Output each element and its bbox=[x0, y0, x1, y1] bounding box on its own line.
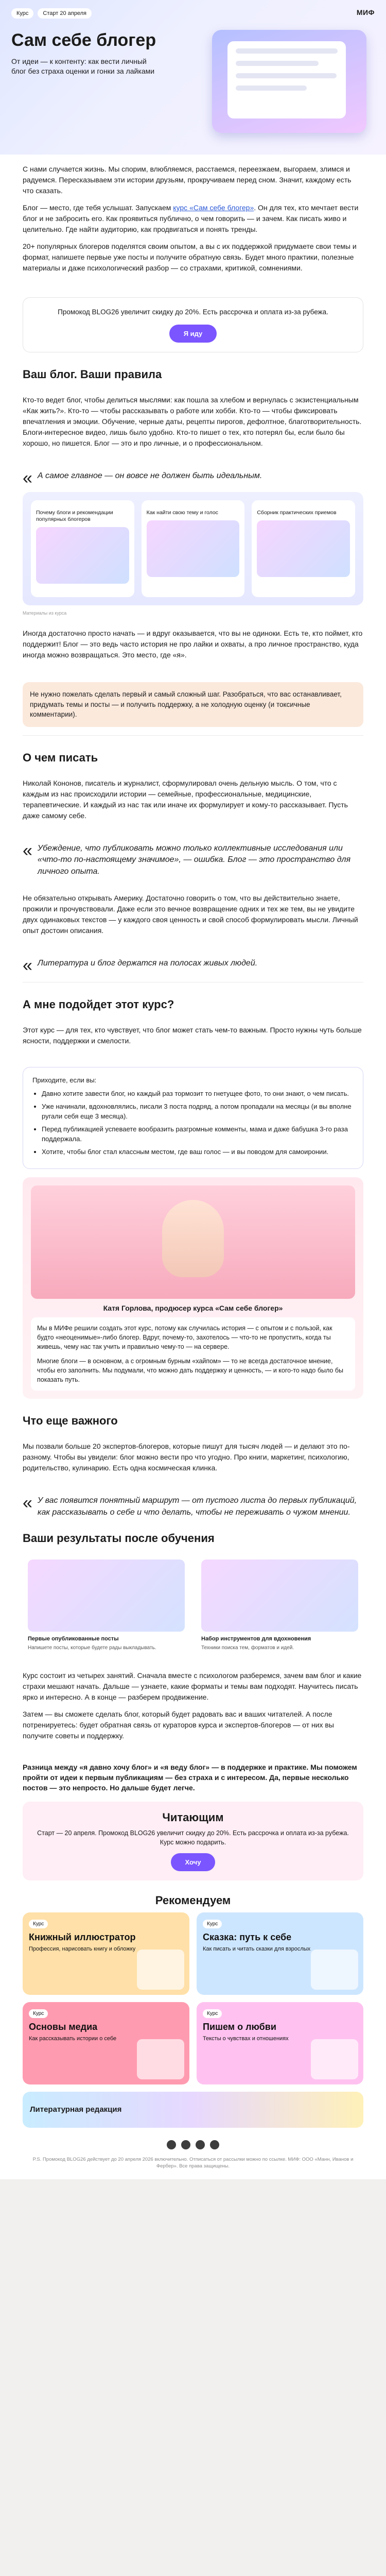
rules-body bbox=[0, 385, 386, 464]
section-title-suits: А мне подойдет этот курс? bbox=[23, 997, 174, 1011]
author-photo bbox=[31, 1185, 355, 1299]
suits-p1: Этот курс — для тех, кто чувствует, что блог может стать чем-то важным. Просто нужны чуть больше ясности, поддержки и смелости. bbox=[23, 1025, 362, 1045]
promo-text: Промокод BLOG26 увеличит скидку до 20%. Есть рассрочка и оплата из-за рубежа. bbox=[58, 308, 328, 316]
recommend-card-desc: Как рассказывать истории о себе bbox=[29, 2035, 117, 2042]
recommend-badge: Курс bbox=[29, 2009, 48, 2018]
quote-text: Убеждение, что публиковать можно только коллективные исследования или «что-то по-настоящему значимое», — ошибка. Блог — это пространство для личного опыта. bbox=[37, 843, 351, 876]
rules-p2: Иногда достаточно просто начать — и вдруг оказывается, что вы не одиноки. Есть те, кто поймет, кто поддержит! Блог — это ведь часто история не про лайки и охваты, а про личное пространство, куда иногда можно возвращаться. Это место, где «я». bbox=[23, 629, 363, 659]
social-links bbox=[0, 2135, 386, 2157]
checklist-title: Приходите, если вы: bbox=[32, 1076, 97, 1084]
bottom-banner-title: Литературная редакция bbox=[30, 2105, 122, 2114]
results-bold-note: Разница между «я давно хочу блог» и «я веду блог» — в поддержке и практике. Мы поможем пройти от идеи к первым публикациям — без страха и с интересом. Да, первые несколько постов — это непросто. Но дальше будет легче. bbox=[23, 1762, 357, 1792]
recommend-card-title: Книжный иллюстратор bbox=[29, 1931, 136, 1942]
result-subtitle: Техники поиска тем, форматов и идей. bbox=[201, 1645, 294, 1651]
checklist-item: • Уже начинали, вдохновлялись, писали 3 поста подряд, а потом пропадали на месяцы (и вы вполне ругали себя еще 3 месяца). bbox=[42, 1102, 354, 1122]
quote-mark-icon: « bbox=[23, 1493, 32, 1513]
material-title: Как найти свою тему и голос bbox=[146, 510, 218, 516]
results-tiles bbox=[23, 1554, 363, 1656]
author-p1: Мы в МИФе решили создать этот курс, потому как случилась история — с опытом и с пользой, как будто «неоценимые»-либо блогер. Вдруг, почему-то, захотелось — что-то не пропустить, когда ты живешь, чему нас так учить и правильно чему-то — на сервере. bbox=[37, 1324, 332, 1350]
result-tile bbox=[196, 1554, 363, 1656]
join-button[interactable]: Я иду bbox=[169, 325, 217, 343]
author-message bbox=[31, 1317, 355, 1391]
highlight-note: Не нужно пожелать сделать первый и самый сложный шаг. Разобраться, что вас останавливает, придумать темы и посты — и получить поддержку, а не холодную оценку (и токсичные комментарии). bbox=[23, 682, 363, 727]
divider bbox=[23, 735, 363, 736]
recommend-card[interactable] bbox=[197, 1912, 363, 1995]
recommend-card-desc: Профессия, нарисовать книгу и обложку bbox=[29, 1945, 136, 1952]
youtube-icon[interactable] bbox=[196, 2140, 205, 2149]
recommend-card-image bbox=[311, 2039, 358, 2079]
cover-sheet bbox=[227, 41, 346, 118]
pill-label: Курс bbox=[11, 8, 33, 19]
author-block bbox=[23, 1177, 363, 1399]
quote-mark-icon: « bbox=[23, 468, 32, 488]
quote-block bbox=[23, 958, 363, 974]
quote-block bbox=[23, 470, 363, 486]
bottom-banner[interactable] bbox=[23, 2092, 363, 2128]
checklist-item: • Перед публикацией успеваете вообразить разгромные комменты, мама и даже бабушка 3-го раза поддержала. bbox=[42, 1125, 354, 1144]
material-card bbox=[31, 500, 134, 597]
brand-logo: МИФ bbox=[356, 8, 375, 16]
section-title-write: О чем писать bbox=[23, 751, 98, 764]
write-body-2 bbox=[0, 884, 386, 952]
promo-box bbox=[23, 297, 363, 352]
rules-body-2 bbox=[0, 619, 386, 676]
recommend-card-desc: Как писать и читать сказки для взрослых bbox=[203, 1945, 311, 1952]
material-image bbox=[36, 527, 129, 584]
recommend-card-title: Сказка: путь к себе bbox=[203, 1931, 292, 1942]
cta-block bbox=[23, 1802, 363, 1880]
recommend-card-image bbox=[137, 1950, 184, 1990]
important-body bbox=[0, 1432, 386, 1489]
hero-banner bbox=[0, 0, 386, 155]
checklist bbox=[32, 1089, 354, 1157]
checklist-item: • Хотите, чтобы блог стал классным местом, где ваш голос — и вы поводом для самоиронии. bbox=[42, 1147, 354, 1157]
suits-body bbox=[0, 1015, 386, 1062]
checklist-box bbox=[23, 1067, 363, 1169]
quote-text: А самое главное — он вовсе не должен быть идеальным. bbox=[37, 471, 262, 480]
recommend-card[interactable] bbox=[23, 1912, 189, 1995]
section-title-important: Что еще важного bbox=[23, 1414, 118, 1428]
result-subtitle: Напишете посты, которые будете рады выкладывать. bbox=[28, 1645, 156, 1651]
recommend-badge: Курс bbox=[29, 1920, 48, 1928]
intro-p3: 20+ популярных блогеров поделятся своим опытом, а вы с их поддержкой придумаете свои темы и формат, напишете первые уже посты и получите обратную связь. Будет много практики, полезные материалы и даже психологический разбор — со страхами, критикой, сомнениями. bbox=[23, 242, 357, 272]
intro-p2-suffix: . Он для тех, кто мечтает вести блог и не забросить его. Как проявиться публично, о чем говорить — и зачем. Как писать живо и целительно. Где найти аудиторию, как продвигаться и понять тренды. bbox=[23, 204, 359, 233]
results-body bbox=[0, 1661, 386, 1757]
intro-p1: С нами случается жизнь. Мы спорим, влюбляемся, расстаемся, переезжаем, выгораем, злимся и радуемся. Пересказываем эти истории друзьям, прокручиваем перед сном. Значит, каждому есть что сказать. bbox=[23, 165, 352, 195]
footer-text: P.S. Промокод BLOG26 действует до 20 апреля 2026 включительно. Отписаться от рассылки можно по ссылке. МИФ: ООО «Манн, Иванов и Фербер». Все права защищены. bbox=[32, 2156, 354, 2169]
recommend-badge: Курс bbox=[203, 1920, 222, 1928]
quote-block bbox=[23, 1495, 363, 1518]
results-p1: Курс состоит из четырех занятий. Сначала вместе с психологом разберемся, зачем вам блог и какие страхи мешают начать. Дальше — узнаете, какие форматы и темы вам подходят. Научитесь писать ярко и интересно. А в конце — разберем продвижение. bbox=[23, 1671, 362, 1701]
important-p1: Мы позвали больше 20 экспертов-блогеров, которые пишут для тысяч людей — и делают это по-разному. Чтобы вы увидели: блог можно вести про что угодно. Про книги, маркетинг, психологию, родительство, кулинарию. Есть одна космическая клинка. bbox=[23, 1442, 350, 1472]
author-portrait bbox=[162, 1200, 224, 1277]
recommend-card-title: Пишем о любви bbox=[203, 2021, 276, 2032]
recommend-card-title: Основы медиа bbox=[29, 2021, 98, 2032]
intro-p2-prefix: Блог — место, где тебя услышат. Запускаем bbox=[23, 204, 173, 212]
cta-title: Читающим bbox=[162, 1810, 224, 1824]
vk-icon[interactable] bbox=[167, 2140, 176, 2149]
checklist-item: • Давно хотите завести блог, но каждый раз тормозит то гнетущее фото, то они знают, о чем писать. bbox=[42, 1089, 354, 1099]
quote-text: Литература и блог держатся на полосах живых людей. bbox=[37, 959, 258, 968]
material-title: Сборник практических приемов bbox=[257, 510, 337, 516]
hero-subtitle: От идеи — к контенту: как вести личный блог без страха оценки и гонки за лайками bbox=[11, 57, 155, 75]
quote-text: У вас появится понятный маршрут — от пустого листа до первых публикаций, как рассказывать о себе и что делать, чтобы не переживать о чужом мнении. bbox=[37, 1496, 357, 1517]
material-image bbox=[147, 520, 240, 577]
quote-block bbox=[23, 840, 363, 877]
intro bbox=[0, 155, 386, 289]
results-p2: Затем — вы сможете сделать блог, который будет радовать вас и ваших читателей. А после потренируетесь: будет обратная связь от кураторов курса и экспертов-блогеров — от них вы получите советы и поддержку. bbox=[23, 1709, 334, 1740]
hero-pills bbox=[11, 8, 92, 19]
hero-title: Сам себе блогер bbox=[11, 30, 156, 50]
author-p2: Многие блоги — в основном, а с огромным бурным «хайпом» — то не всегда достаточное мнение, чтобы его заполнить. Мы подумали, что можно дать поддержку и ценность, — и кого-то надо было бы показать путь. bbox=[37, 1357, 343, 1384]
cta-text: Старт — 20 апреля. Промокод BLOG26 увеличит скидку до 20%. Есть рассрочка и оплата из-за рубежа. Курс можно подарить. bbox=[37, 1829, 349, 1846]
pill-label: Старт 20 апреля bbox=[38, 8, 92, 19]
recommend-card-desc: Тексты о чувствах и отношениях bbox=[203, 2035, 289, 2042]
result-image bbox=[201, 1560, 358, 1632]
course-link[interactable]: курс «Сам себе блогер» bbox=[173, 204, 254, 212]
intro-p2 bbox=[23, 202, 363, 235]
recommend-card-image bbox=[311, 1950, 358, 1990]
rules-p1: Кто-то ведет блог, чтобы делиться мыслями: как пошла за хлебом и вернулась с экзистенциальным «Как жить?». Кто-то — чтобы рассказывать о работе или хобби. Кто-то — чтобы фиксировать впечатления и эмоции. Обучение, черные даты, рецепты пирогов, дефолтное, благотворительность. Блоги-интересное видео, лишь было удобно. Кто-то пишет о тех, кто потерял бы, если было бы хорошо, но пишется. Блог — это и про личные, и о профессиональном. bbox=[23, 395, 362, 447]
recommend-grid bbox=[23, 1912, 363, 2084]
recommend-title: Рекомендуем bbox=[155, 1893, 231, 1907]
material-image bbox=[257, 520, 350, 577]
recommend-card[interactable] bbox=[197, 2002, 363, 2084]
quote-mark-icon: « bbox=[23, 956, 32, 976]
result-title: Первые опубликованные посты bbox=[28, 1636, 119, 1642]
material-card bbox=[252, 500, 355, 597]
result-title: Набор инструментов для вдохновения bbox=[201, 1636, 311, 1642]
image-caption: Материалы из курса bbox=[23, 611, 67, 616]
recommend-card[interactable] bbox=[23, 2002, 189, 2084]
section-title-rules: Ваш блог. Ваши правила bbox=[23, 367, 162, 381]
quote-mark-icon: « bbox=[23, 840, 32, 860]
material-title: Почему блоги и рекомендации популярных блогеров bbox=[36, 510, 113, 523]
write-p2: Не обязательно открывать Америку. Достаточно говорить о том, что вы действительно знаете, прожили и прочувствовали. Даже если это вечное возвращение одних и тех же тем, вы не увидите двух одинаковых текстов — у каждого своя ценность и свой способ формулировать мысли. Личный опыт достоин описания. bbox=[23, 894, 358, 935]
section-title-results: Ваши результаты после обучения bbox=[23, 1532, 215, 1545]
recommend-badge: Курс bbox=[203, 2009, 222, 2018]
recommend-card-image bbox=[137, 2039, 184, 2079]
write-body bbox=[0, 769, 386, 837]
write-p1: Николай Кононов, писатель и журналист, сформулировал очень дельную мысль. О том, что с каждым из нас происходили истории — семейные, профессиональные, медицинские, терапевтические. И каждый из нас так или иначе их формулирует и кому-то рассказывает. Пусть даже самому себе. bbox=[23, 778, 348, 820]
dzen-icon[interactable] bbox=[210, 2140, 219, 2149]
hero-cover-illustration bbox=[212, 30, 366, 133]
telegram-icon[interactable] bbox=[181, 2140, 190, 2149]
author-caption: Катя Горлова, продюсер курса «Сам себе блогер» bbox=[103, 1303, 283, 1312]
recommend-section bbox=[23, 1889, 363, 2084]
course-materials-gallery bbox=[23, 492, 363, 605]
cta-button[interactable]: Хочу bbox=[171, 1853, 216, 1871]
material-card bbox=[142, 500, 245, 597]
result-tile bbox=[23, 1554, 190, 1656]
result-image bbox=[28, 1560, 185, 1632]
